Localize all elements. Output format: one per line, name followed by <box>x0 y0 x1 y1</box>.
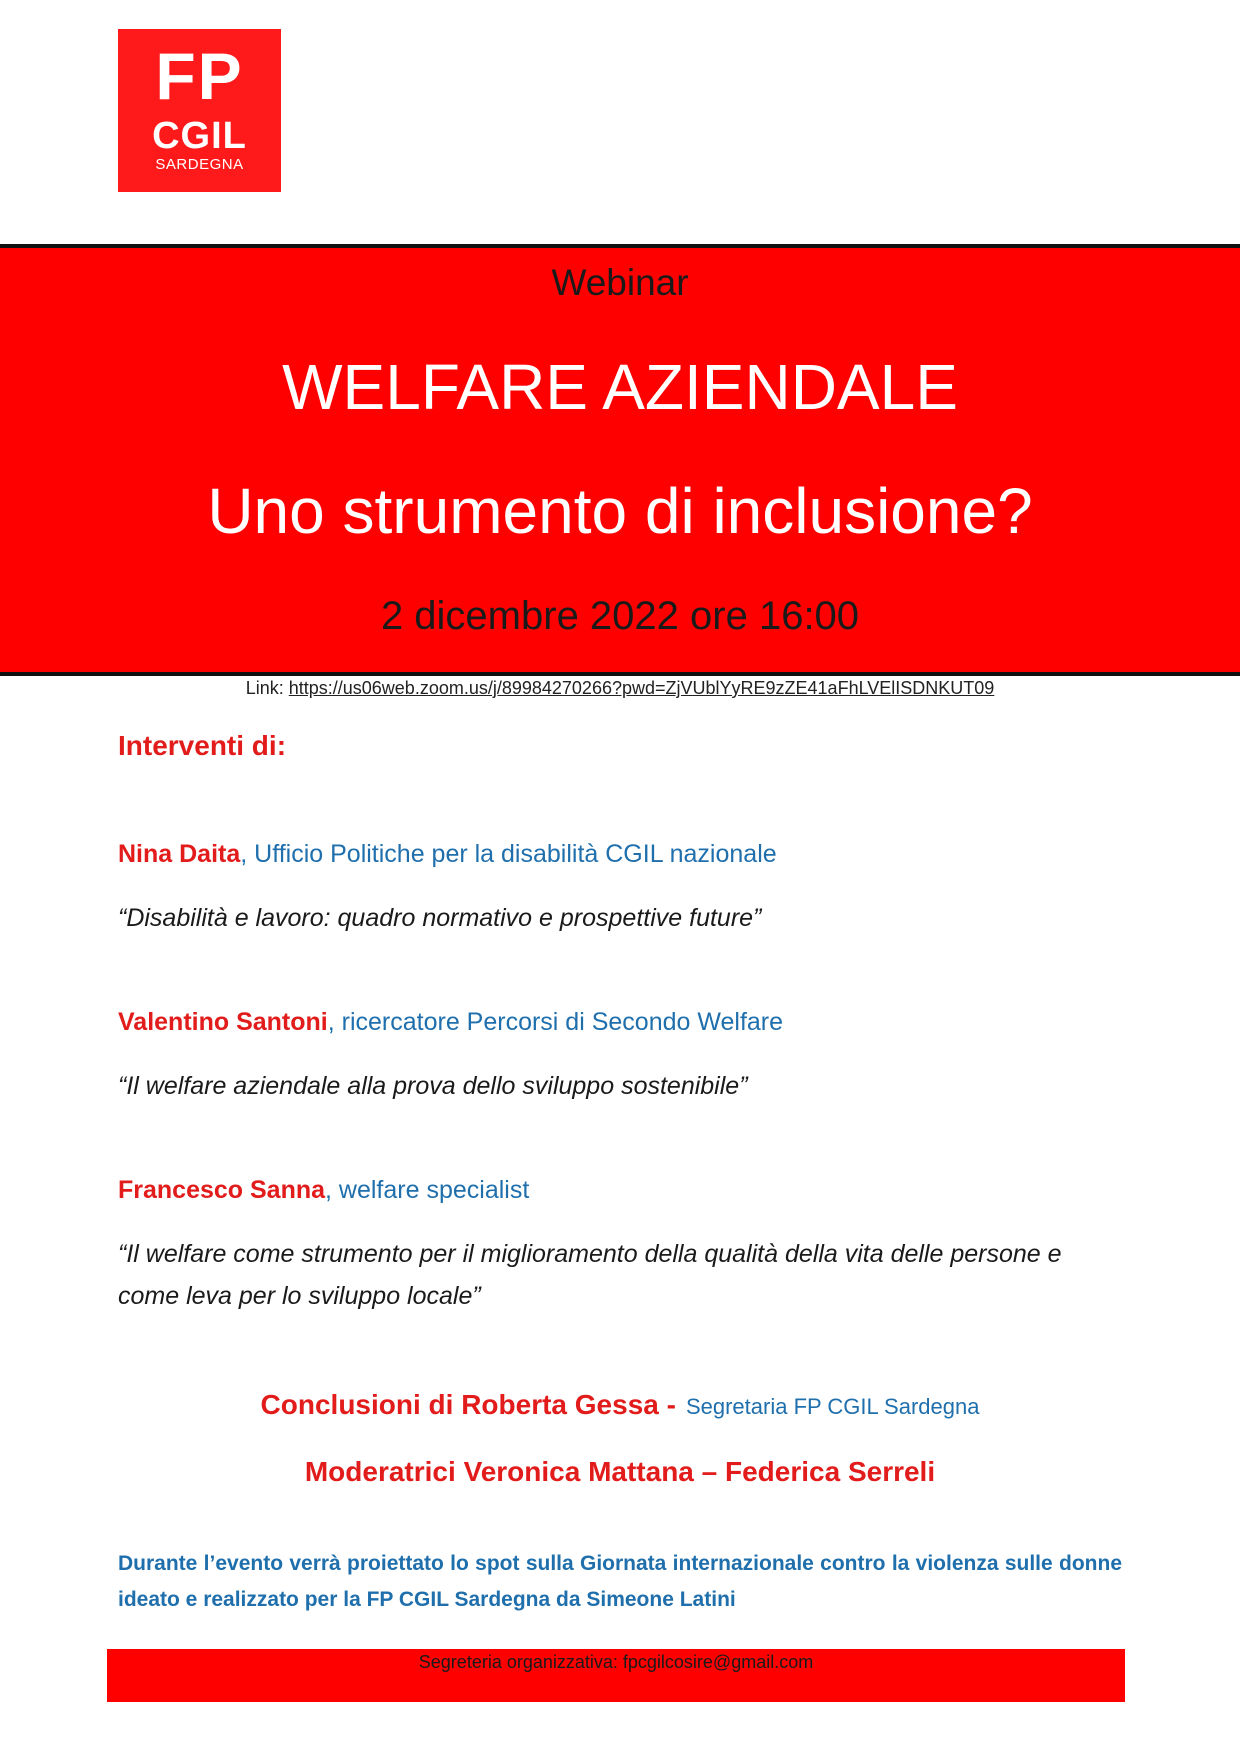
event-date: 2 dicembre 2022 ore 16:00 <box>380 594 860 638</box>
footer-contact: Segreteria organizzativa: fpcgilcosire@gmail.com <box>418 1652 814 1672</box>
conclusions-text: Conclusioni di Roberta Gessa - <box>260 1389 676 1420</box>
talk-title: “Il welfare come strumento per il miglioramento della qualità della vita delle persone e come leva per lo sviluppo locale” <box>118 1240 1062 1310</box>
event-note: Durante l’evento verrà proiettato lo spot sulla Giornata internazionale contro la violenza sulle donne ideato e realizzato per la FP CGIL Sardegna da Simeone Latini <box>118 1552 1122 1611</box>
speaker-name: Nina Daita <box>118 840 241 868</box>
logo-cgil-text: CGIL <box>152 115 247 157</box>
logo-fp-text: FP <box>155 39 244 113</box>
speaker-name: Valentino Santoni <box>118 1008 328 1036</box>
talk-title: “Il welfare aziendale alla prova dello sviluppo sostenibile” <box>118 1072 748 1100</box>
footer-bar <box>107 1649 1125 1702</box>
zoom-link[interactable]: https://us06web.zoom.us/j/89984270266?pwd=ZjVUblYyRE9zZE41aFhLVElISDNKUT09 <box>288 678 995 698</box>
event-subtitle: Uno strumento di inclusione? <box>207 475 1033 547</box>
event-banner <box>0 244 1240 676</box>
speaker-name: Francesco Sanna <box>118 1176 326 1204</box>
speakers-heading: Interventi di: <box>118 730 287 761</box>
moderators: Moderatrici Veronica Mattana – Federica Serreli <box>304 1456 936 1487</box>
event-title: WELFARE AZIENDALE <box>282 351 958 423</box>
speaker-role: , welfare specialist <box>325 1176 530 1204</box>
conclusions <box>0 1389 1240 1421</box>
speaker-line <box>118 840 777 869</box>
event-type: Webinar <box>551 262 689 303</box>
fp-cgil-sardegna-logo <box>118 29 281 192</box>
talk-title: “Disabilità e lavoro: quadro normativo e prospettive future” <box>118 904 762 932</box>
speaker-role: , ricercatore Percorsi di Secondo Welfare <box>327 1008 784 1036</box>
link-label: Link: <box>245 678 284 698</box>
speaker-line <box>118 1008 783 1037</box>
conclusions-role: Segretaria FP CGIL Sardegna <box>685 1394 980 1419</box>
logo-region-text: SARDEGNA <box>155 156 244 173</box>
speaker-role: , Ufficio Politiche per la disabilità CGIL nazionale <box>240 840 777 868</box>
link-line <box>0 678 1240 699</box>
speaker-line <box>118 1176 529 1205</box>
